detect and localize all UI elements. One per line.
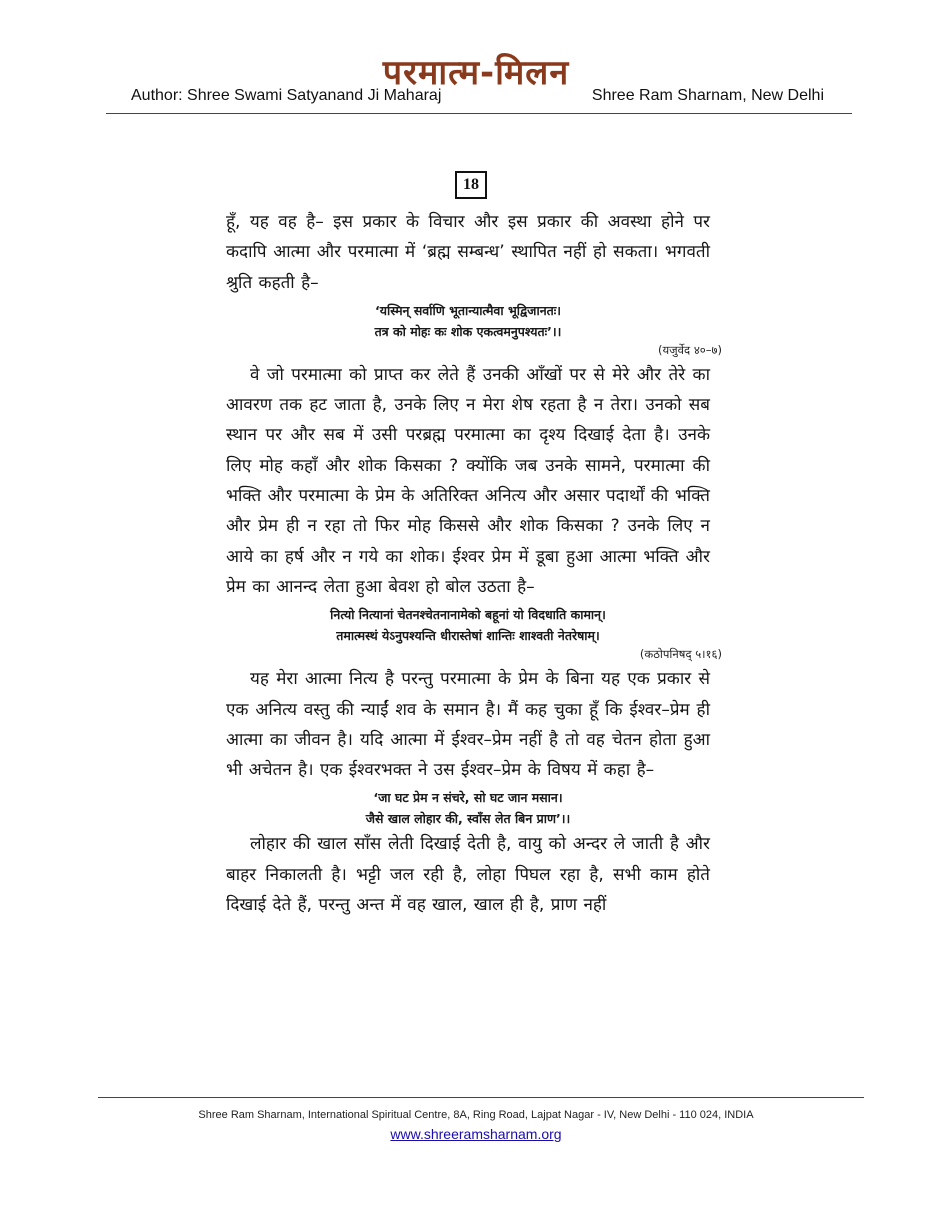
verse-2 xyxy=(226,604,710,646)
verse-3 xyxy=(226,787,710,829)
paragraph-2: वे जो परमात्मा को प्राप्त कर लेते हैं उनकी आँखों पर से मेरे और तेरे का आवरण तक हट जाता है, उनके लिए न मेरा शेष रहता है न तेरा। उनको सब स्थान पर और सब में उसी परब्रह्म परमात्मा का दृश्य दिखाई देता है। उनके लिए मोह कहाँ और शोक किसका ? क्योंकि जब उनके सामने, परमात्मा की भक्ति और परमात्मा के प्रेम के अतिरिक्त अनित्य और असार पदार्थों की भक्ति और प्रेम ही न रहा तो फिर मोह किससे और शोक किसका ? उनके लिए न आये का हर्ष और न गये का शोक। ईश्वर प्रेम में डूबा हुआ आत्मा भक्ति और प्रेम का आनन्द लेता हुआ बेवश हो बोल उठता है– xyxy=(226,364,710,597)
verse-1-line-1: ‘यस्मिन् सर्वाणि भूतान्यात्मैवा भूद्विजानतः। xyxy=(374,302,562,318)
verse-3-line-2: जैसे खाल लोहार की, स्वाँस लेत बिन प्राण’।। xyxy=(365,811,571,827)
author-line: Author: Shree Swami Satyanand Ji Maharaj xyxy=(131,87,442,104)
verse-1 xyxy=(226,300,710,342)
verse-2-line-1: नित्यो नित्यानां चेतनश्चेतनानामेको बहूनां यो विदधाति कामान्। xyxy=(330,607,606,623)
citation-2: (कठोपनिषद् ५।१६) xyxy=(639,647,722,662)
paragraph-3: यह मेरा आत्मा नित्य है परन्तु परमात्मा के प्रेम के बिना यह एक प्रकार से एक अनित्य वस्तु की न्याईं शव के समान है। मैं कह चुका हूँ कि ईश्वर–प्रेम ही आत्मा का जीवन है। यदि आत्मा में ईश्वर–प्रेम नहीं है तो वह चेतन होता हुआ भी अचेतन है। एक ईश्वरभक्त ने उस ईश्वर–प्रेम के विषय में कहा है– xyxy=(226,669,710,781)
website-link[interactable]: www.shreeramsharnam.org xyxy=(390,1126,562,1142)
page-title: परमात्म-मिलन xyxy=(382,53,570,93)
paragraph-4: लोहार की खाल साँस लेती दिखाई देती है, वायु को अन्दर ले जाती है और बाहर निकालती है। भट्टी जल रही है, लोहा पिघल रहा है, सभी काम होते दिखाई देते हैं, परन्तु अन्त में वह खाल, खाल ही है, प्राण नहीं xyxy=(226,834,710,916)
paragraph-1: हूँ, यह वह है– इस प्रकार के विचार और इस प्रकार की अवस्था होने पर कदापि आत्मा और परमात्मा में ‘ब्रह्म सम्बन्ध’ स्थापित नहीं हो सकता। भगवती श्रुति कहती है– xyxy=(226,212,710,293)
footer-divider-right xyxy=(388,1097,864,1098)
body-text xyxy=(226,207,722,920)
page-number: 18 xyxy=(455,171,487,199)
header-divider xyxy=(106,113,852,114)
citation-1: (यजुर्वेद ४०–७) xyxy=(657,342,722,357)
footer-divider-left xyxy=(98,1097,388,1098)
verse-1-line-2: तत्र को मोहः कः शोक एकत्वमनुपश्यतः’।। xyxy=(374,323,562,339)
publisher-line: Shree Ram Sharnam, New Delhi xyxy=(591,87,824,104)
footer-address: Shree Ram Sharnam, International Spiritual Centre, 8A, Ring Road, Lajpat Nagar - IV, New Delhi - 110 024, INDIA xyxy=(198,1109,754,1121)
verse-3-line-1: ‘जा घट प्रेम न संचरे, सो घट जान मसान। xyxy=(373,790,563,806)
verse-2-line-2: तमात्मस्थं येऽनुपश्यन्ति धीरास्तेषां शान्तिः शाश्वती नेतरेषाम्। xyxy=(336,628,600,644)
